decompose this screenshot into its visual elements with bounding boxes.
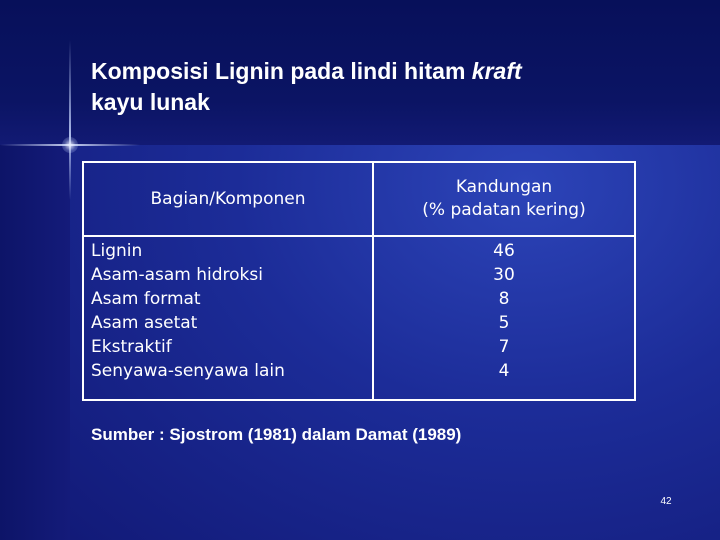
component-cell: Asam-asam hidroksi	[91, 265, 263, 285]
component-cell: Ekstraktif	[91, 337, 172, 357]
title-line2-text: kayu lunak	[91, 89, 210, 115]
header-content-label-line1: Kandungan	[455, 177, 553, 197]
content-value-cell: 8	[498, 289, 510, 309]
content-value-cell: 30	[493, 265, 515, 285]
title-italic-word: kraft	[471, 58, 522, 84]
source-citation: Sumber : Sjostrom (1981) dalam Damat (1989)	[91, 425, 462, 444]
sparkle-vertical-ray	[69, 40, 71, 200]
content-value-cell: 5	[498, 313, 510, 333]
component-column	[91, 239, 366, 383]
header-component-cell	[84, 163, 372, 235]
component-cell: Lignin	[91, 241, 143, 261]
slide-left-band	[0, 145, 70, 540]
component-cell: Asam format	[91, 289, 201, 309]
page-number: 42	[660, 496, 672, 507]
header-content-cell	[374, 163, 634, 235]
composition-table	[82, 161, 636, 401]
content-value-cell: 46	[493, 241, 515, 261]
header-component-label: Bagian/Komponen	[150, 189, 306, 209]
content-value-cell: 7	[498, 337, 510, 357]
table-header-divider	[84, 235, 634, 237]
component-cell: Asam asetat	[91, 313, 198, 333]
content-value-cell: 4	[498, 361, 510, 381]
slide-title	[91, 56, 691, 118]
title-line1-text: Komposisi Lignin pada lindi hitam	[91, 58, 472, 84]
content-column	[374, 239, 634, 383]
sparkle-star-icon	[62, 137, 78, 153]
component-cell: Senyawa-senyawa lain	[91, 361, 285, 381]
header-content-label-line2: (% padatan kering)	[422, 200, 586, 220]
